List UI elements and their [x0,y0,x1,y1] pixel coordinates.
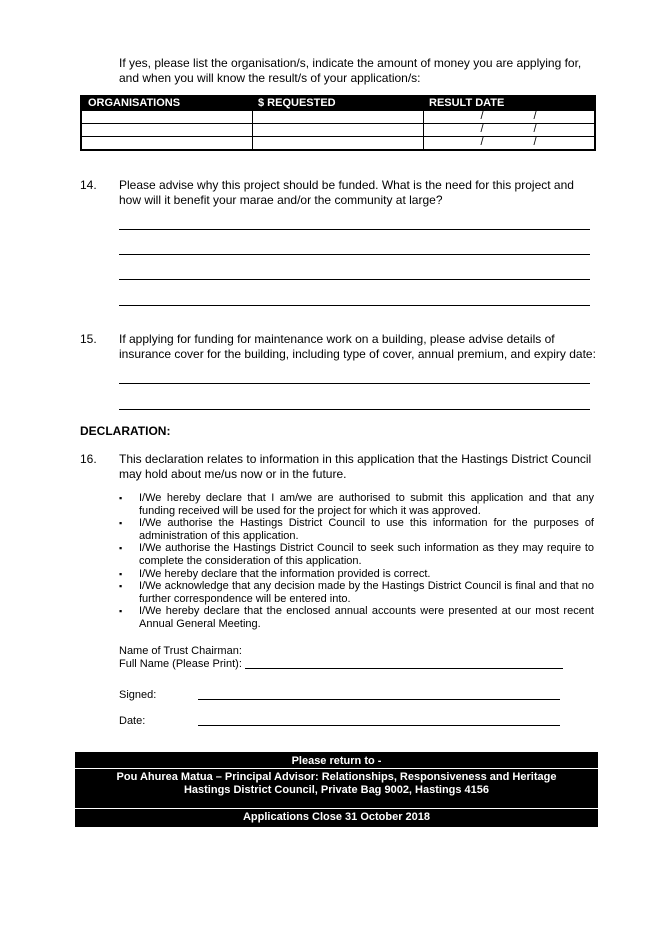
declaration-list [119,492,594,631]
requested-cell[interactable] [252,111,423,124]
declaration-line-2: may hold about me/us now or in the future. [119,467,347,481]
result-date-cell[interactable] [423,137,595,151]
signature-field[interactable] [198,699,560,700]
answer-line[interactable] [119,409,590,410]
intro-line-2: and when you will know the result/s of your application/s: [119,71,421,85]
list-item [119,492,594,517]
fullname-field[interactable] [245,668,563,669]
date-field[interactable] [198,725,560,726]
organisation-cell[interactable] [81,111,252,124]
date-separator: / [533,123,537,135]
question-15-number: 15. [80,332,97,346]
bullet-icon: ▪ [119,518,123,529]
list-item [119,605,594,630]
date-separator: / [533,136,537,148]
question-15-line-1: If applying for funding for maintenance work on a building, please advise details of [119,332,555,346]
bullet-icon: ▪ [119,606,123,617]
requested-cell[interactable] [252,137,423,151]
return-info-box [75,752,598,827]
declaration-item-text: I/We hereby declare that the information provided is correct. [139,567,431,580]
result-date-cell[interactable] [423,111,595,124]
question-15-text [119,332,599,362]
header-organisations: ORGANISATIONS [81,96,252,111]
question-14-line-1: Please advise why this project should be funded. What is the need for this project and [119,178,574,192]
answer-line[interactable] [119,383,590,384]
declaration-title: DECLARATION: [80,424,171,438]
intro-text [119,56,599,86]
return-address-line-2: Hastings District Council, Private Bag 9002, Hastings 4156 [183,784,490,796]
answer-line[interactable] [119,305,590,306]
intro-line-1: If yes, please list the organisation/s, indicate the amount of money you are applying for, [119,56,582,70]
result-date-cell[interactable] [423,124,595,137]
header-requested: $ REQUESTED [252,96,423,111]
declaration-item-text: I/We authorise the Hastings District Council to seek such information as they may require to complete the consideration of this application. [139,542,594,567]
date-separator: / [480,136,484,148]
date-label: Date: [119,715,146,727]
answer-line[interactable] [119,229,590,230]
list-item [119,580,594,605]
table-row [81,137,595,151]
declaration-item-text: I/We hereby declare that I am/we are authorised to submit this application and that any funding received will be used for the project for which it was approved. [139,492,594,517]
organisations-table [80,95,596,151]
question-14-line-2: how will it benefit your marae and/or the community at large? [119,193,443,207]
question-14-number: 14. [80,178,97,192]
bullet-icon: ▪ [119,493,123,503]
table-row [81,124,595,137]
list-item [119,517,594,542]
declaration-item-text: I/We acknowledge that any decision made by the Hastings District Council is final and that no further correspondence will be entered into. [139,580,594,605]
organisation-cell[interactable] [81,137,252,151]
date-separator: / [480,123,484,135]
applications-close-notice: Applications Close 31 October 2018 [242,811,431,823]
header-result-date: RESULT DATE [423,96,595,111]
question-16-number: 16. [80,452,97,466]
signed-label: Signed: [119,689,157,701]
table-row [81,111,595,124]
requested-cell[interactable] [252,124,423,137]
answer-line[interactable] [119,254,590,255]
table-header-row [81,96,595,111]
answer-line[interactable] [119,279,590,280]
return-to-label: Please return to - [291,755,382,767]
question-14-text [119,178,599,208]
declaration-item-text: I/We hereby declare that the enclosed annual accounts were presented at our most recent Annual General Meeting. [139,605,594,630]
declaration-text [119,452,599,482]
return-address-line-1: Pou Ahurea Matua – Principal Advisor: Relationships, Responsiveness and Heritage [116,771,557,783]
fullname-label: Full Name (Please Print): [119,658,242,670]
declaration-line-1: This declaration relates to information in this application that the Hastings District Council [119,452,592,466]
list-item [119,568,594,581]
chairman-label: Name of Trust Chairman: [119,645,242,657]
list-item [119,542,594,567]
bullet-icon: ▪ [119,543,123,554]
question-15-line-2: insurance cover for the building, including type of cover, annual premium, and expiry date: [119,347,596,361]
date-separator: / [480,110,484,122]
declaration-item-text: I/We authorise the Hastings District Council to use this information for the purposes of administration of this application. [139,517,594,542]
date-separator: / [533,110,537,122]
bullet-icon: ▪ [119,568,123,579]
organisation-cell[interactable] [81,124,252,137]
bullet-icon: ▪ [119,581,123,592]
